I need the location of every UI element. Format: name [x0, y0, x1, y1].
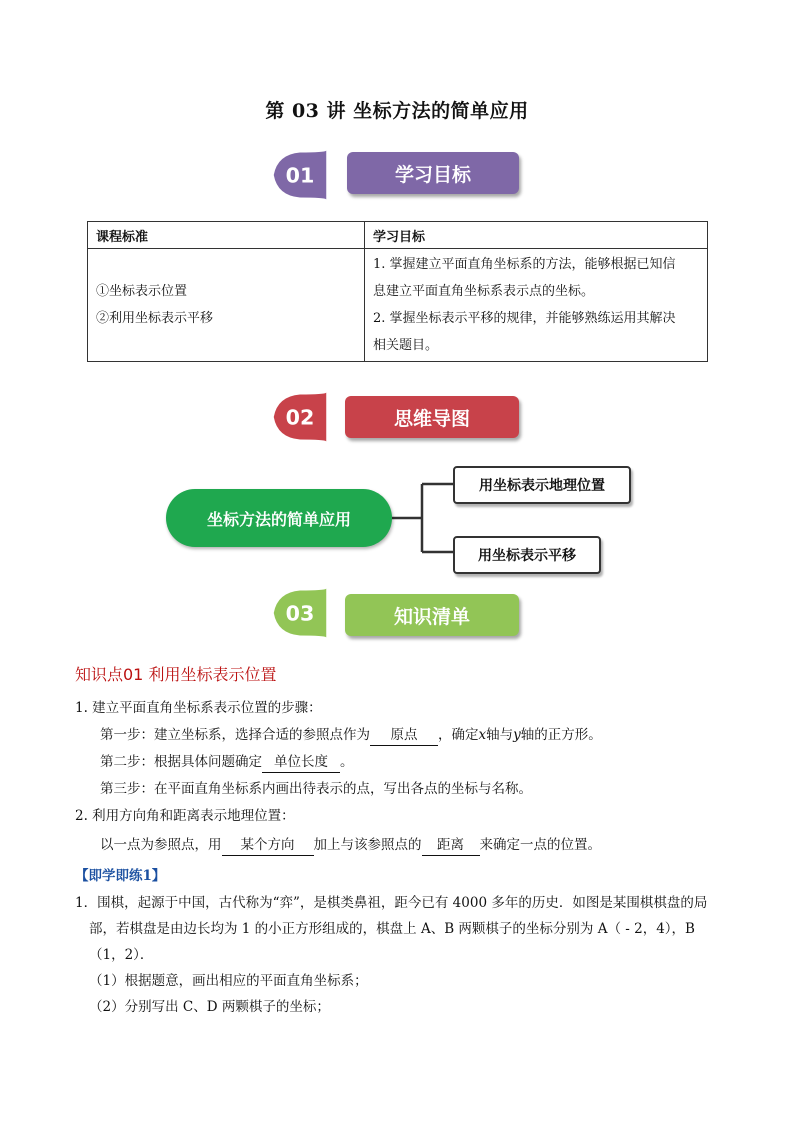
knowledge-point-title: 知识点01 利用坐标表示位置 [75, 665, 277, 684]
step2-text: 。 [340, 754, 354, 770]
section-label-02: 思维导图 [345, 396, 519, 438]
knowledge-p2-body [100, 835, 601, 856]
mindmap-node-geography: 用坐标表示地理位置 [453, 466, 631, 504]
section-label-03: 知识清单 [345, 594, 519, 636]
step1-text: 轴与 [486, 727, 514, 743]
variable-y: y [513, 727, 521, 743]
knowledge-step2 [100, 752, 354, 773]
variable-x: x [478, 727, 487, 743]
mindmap-root: 坐标方法的简单应用 [166, 489, 392, 547]
table-cell-goals [365, 249, 708, 362]
table-header-goals: 学习目标 [365, 222, 708, 249]
svg-text:03: 03 [285, 601, 315, 626]
section-label-01: 学习目标 [347, 152, 519, 194]
answer-blank: 某个方向 [222, 835, 314, 856]
goal-line: 相关题目。 [373, 338, 439, 353]
standard-item: ①坐标表示位置 [96, 284, 188, 299]
standard-item: ②利用坐标表示平移 [96, 311, 214, 326]
knowledge-p1: 1. 建立平面直角坐标系表示位置的步骤： [75, 700, 322, 716]
question-line: 1．围棋，起源于中国，古代称为“弈”，是棋类鼻祖，距今已有 4000 多年的历史．如图是某围棋棋盘的局 [75, 895, 708, 911]
answer-blank: 距离 [422, 835, 480, 856]
goal-line: 2. 掌握坐标表示平移的规律，并能够熟练运用其解决 [373, 311, 676, 326]
table-cell-standards [88, 249, 365, 362]
knowledge-p2: 2. 利用方向角和距离表示地理位置： [75, 808, 295, 824]
section-number-badge-03-icon [270, 586, 330, 640]
answer-blank: 原点 [370, 725, 438, 746]
table-header-standard: 课程标准 [88, 222, 365, 249]
section-header-02 [270, 390, 530, 446]
goal-line: 1. 掌握建立平面直角坐标系的方法，能够根据已知信 [373, 257, 676, 272]
question-line: （1，2）． [89, 947, 154, 963]
knowledge-step3: 第三步：在平面直角坐标系内画出待表示的点，写出各点的坐标与名称。 [100, 781, 532, 797]
goal-line: 息建立平面直角坐标系表示点的坐标。 [373, 284, 595, 299]
mindmap-connector [390, 480, 460, 570]
knowledge-step1 [100, 725, 602, 746]
step2-text: 第二步：根据具体问题确定 [100, 754, 262, 770]
section-header-01 [270, 148, 530, 204]
step1-text: ，确定 [438, 727, 479, 743]
learning-goals-table [87, 221, 708, 362]
question-subpart: （2）分别写出 C、D 两颗棋子的坐标； [89, 999, 330, 1015]
answer-blank: 单位长度 [262, 752, 340, 773]
section-number-badge-01-icon [270, 148, 330, 202]
section-header-03 [270, 586, 530, 642]
p2-text: 加上与该参照点的 [313, 837, 422, 853]
section-number-badge-02-icon [270, 390, 330, 444]
step1-text: 第一步：建立坐标系，选择合适的参照点作为 [100, 727, 370, 743]
step1-text: 轴的正方形。 [520, 727, 602, 743]
p2-text: 以一点为参照点，用 [100, 837, 222, 853]
mindmap-node-translation: 用坐标表示平移 [453, 536, 601, 574]
question-subpart: （1）根据题意，画出相应的平面直角坐标系； [89, 973, 368, 989]
p2-text: 来确定一点的位置。 [479, 837, 601, 853]
question-line: 部，若棋盘是由边长均为 1 的小正方形组成的，棋盘上 A、B 两颗棋子的坐标分别为 A（ - 2，4），B [89, 921, 695, 937]
practice-label: 【即学即练1】 [75, 868, 166, 884]
svg-text:01: 01 [285, 163, 315, 188]
page-title: 第 03 讲 坐标方法的简单应用 [265, 100, 529, 122]
svg-text:02: 02 [285, 405, 315, 430]
practice-question-1 [75, 890, 725, 1020]
